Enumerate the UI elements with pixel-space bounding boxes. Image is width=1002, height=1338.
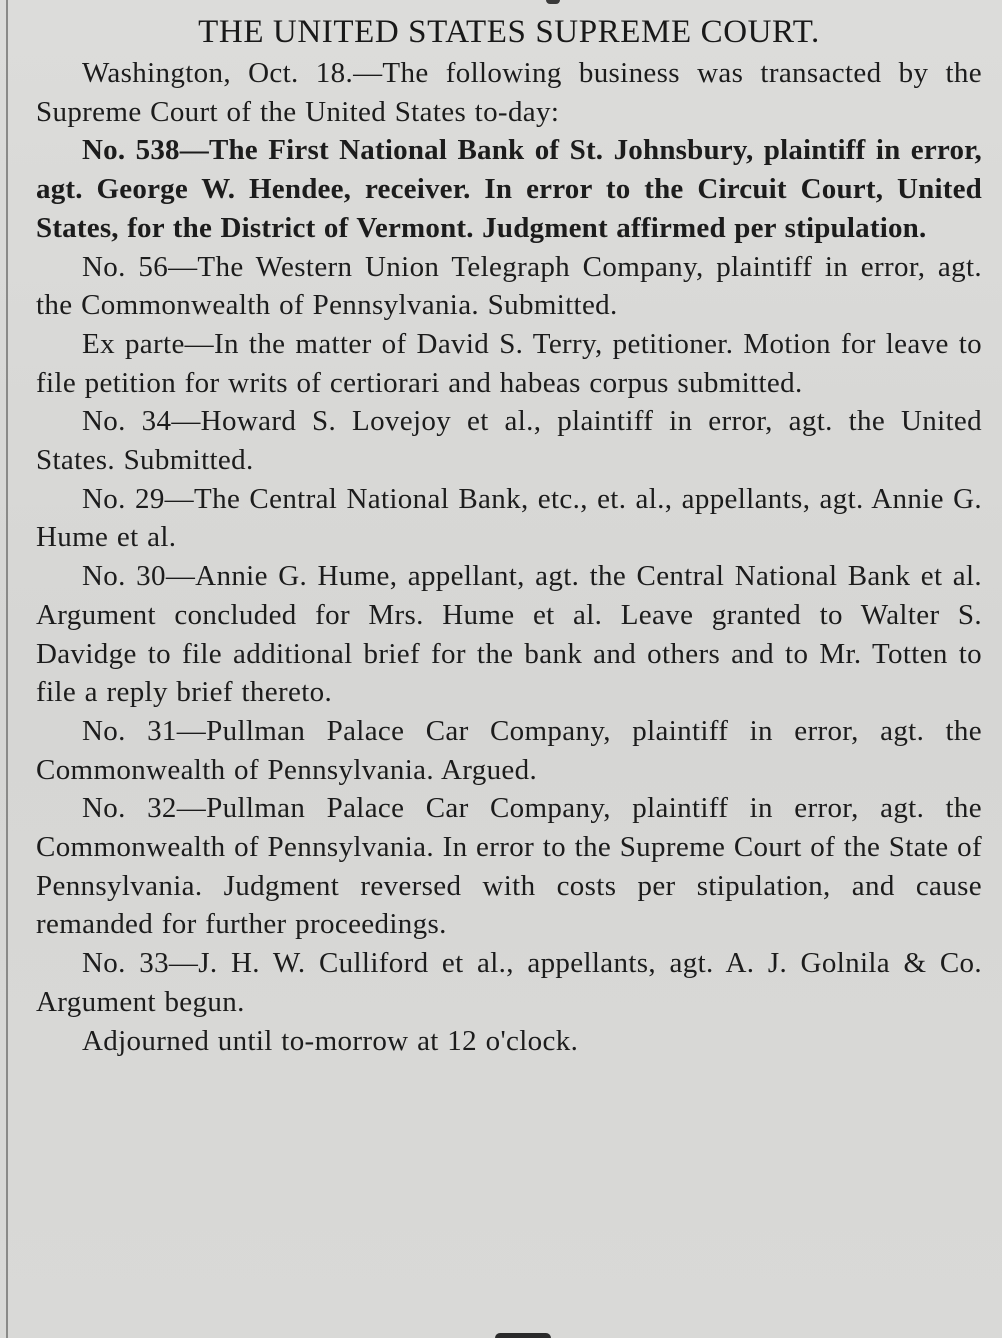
- paragraph-case-33: No. 33—J. H. W. Culliford et al., appellants, agt. A. J. Golnila & Co. Argument begun.: [36, 947, 982, 1018]
- column-rule: [6, 0, 8, 1338]
- paragraph-case-34: No. 34—Howard S. Lovejoy et al., plaintiff in error, agt. the United States. Submitted.: [36, 405, 982, 477]
- paragraph-case-29: No. 29—The Central National Bank, etc., et. al., appellants, agt. Annie G. Hume et al.: [36, 482, 982, 554]
- paragraph-case-31: No. 31—Pullman Palace Car Company, plaintiff in error, agt. the Commonwealth of Pennsylvania. Argued.: [36, 714, 982, 786]
- paragraph-case-30: No. 30—Annie G. Hume, appellant, agt. the Central National Bank et al. Argument concluded for Mrs. Hume et al. Leave granted to Walter S. Davidge to file additional brief for the bank and others and to Mr. Totten to file a reply brief thereto.: [36, 560, 982, 709]
- paragraph-case-56: No. 56—The Western Union Telegraph Company, plaintiff in error, agt. the Commonwealth of Pennsylvania. Submitted.: [36, 250, 982, 322]
- paragraph-case-32: No. 32—Pullman Palace Car Company, plaintiff in error, agt. the Commonwealth of Pennsylvania. In error to the Supreme Court of the State of Pennsylvania. Judgment reversed with costs per stipulation, and cause remanded for further proceedings.: [36, 792, 982, 941]
- paragraph-case-538: No. 538—The First National Bank of St. Johnsbury, plaintiff in error, agt. George W. Hendee, receiver. In error to the Circuit Court, United States, for the District of Vermont. Judgment affirmed per stipulation.: [36, 134, 982, 244]
- bottom-print-mark: [495, 1333, 551, 1338]
- article: [36, 12, 982, 1060]
- paragraph-ex-parte-terry: Ex parte—In the matter of David S. Terry, petitioner. Motion for leave to file petition for writs of certiorari and habeas corpus submitted.: [36, 327, 982, 399]
- paragraph-intro: Washington, Oct. 18.—The following business was transacted by the Supreme Court of the United States to-day:: [36, 57, 982, 128]
- paragraph-adjourned: Adjourned until to-morrow at 12 o'clock.: [82, 1024, 579, 1057]
- headline: THE UNITED STATES SUPREME COURT.: [198, 14, 820, 50]
- top-print-mark: [546, 0, 560, 4]
